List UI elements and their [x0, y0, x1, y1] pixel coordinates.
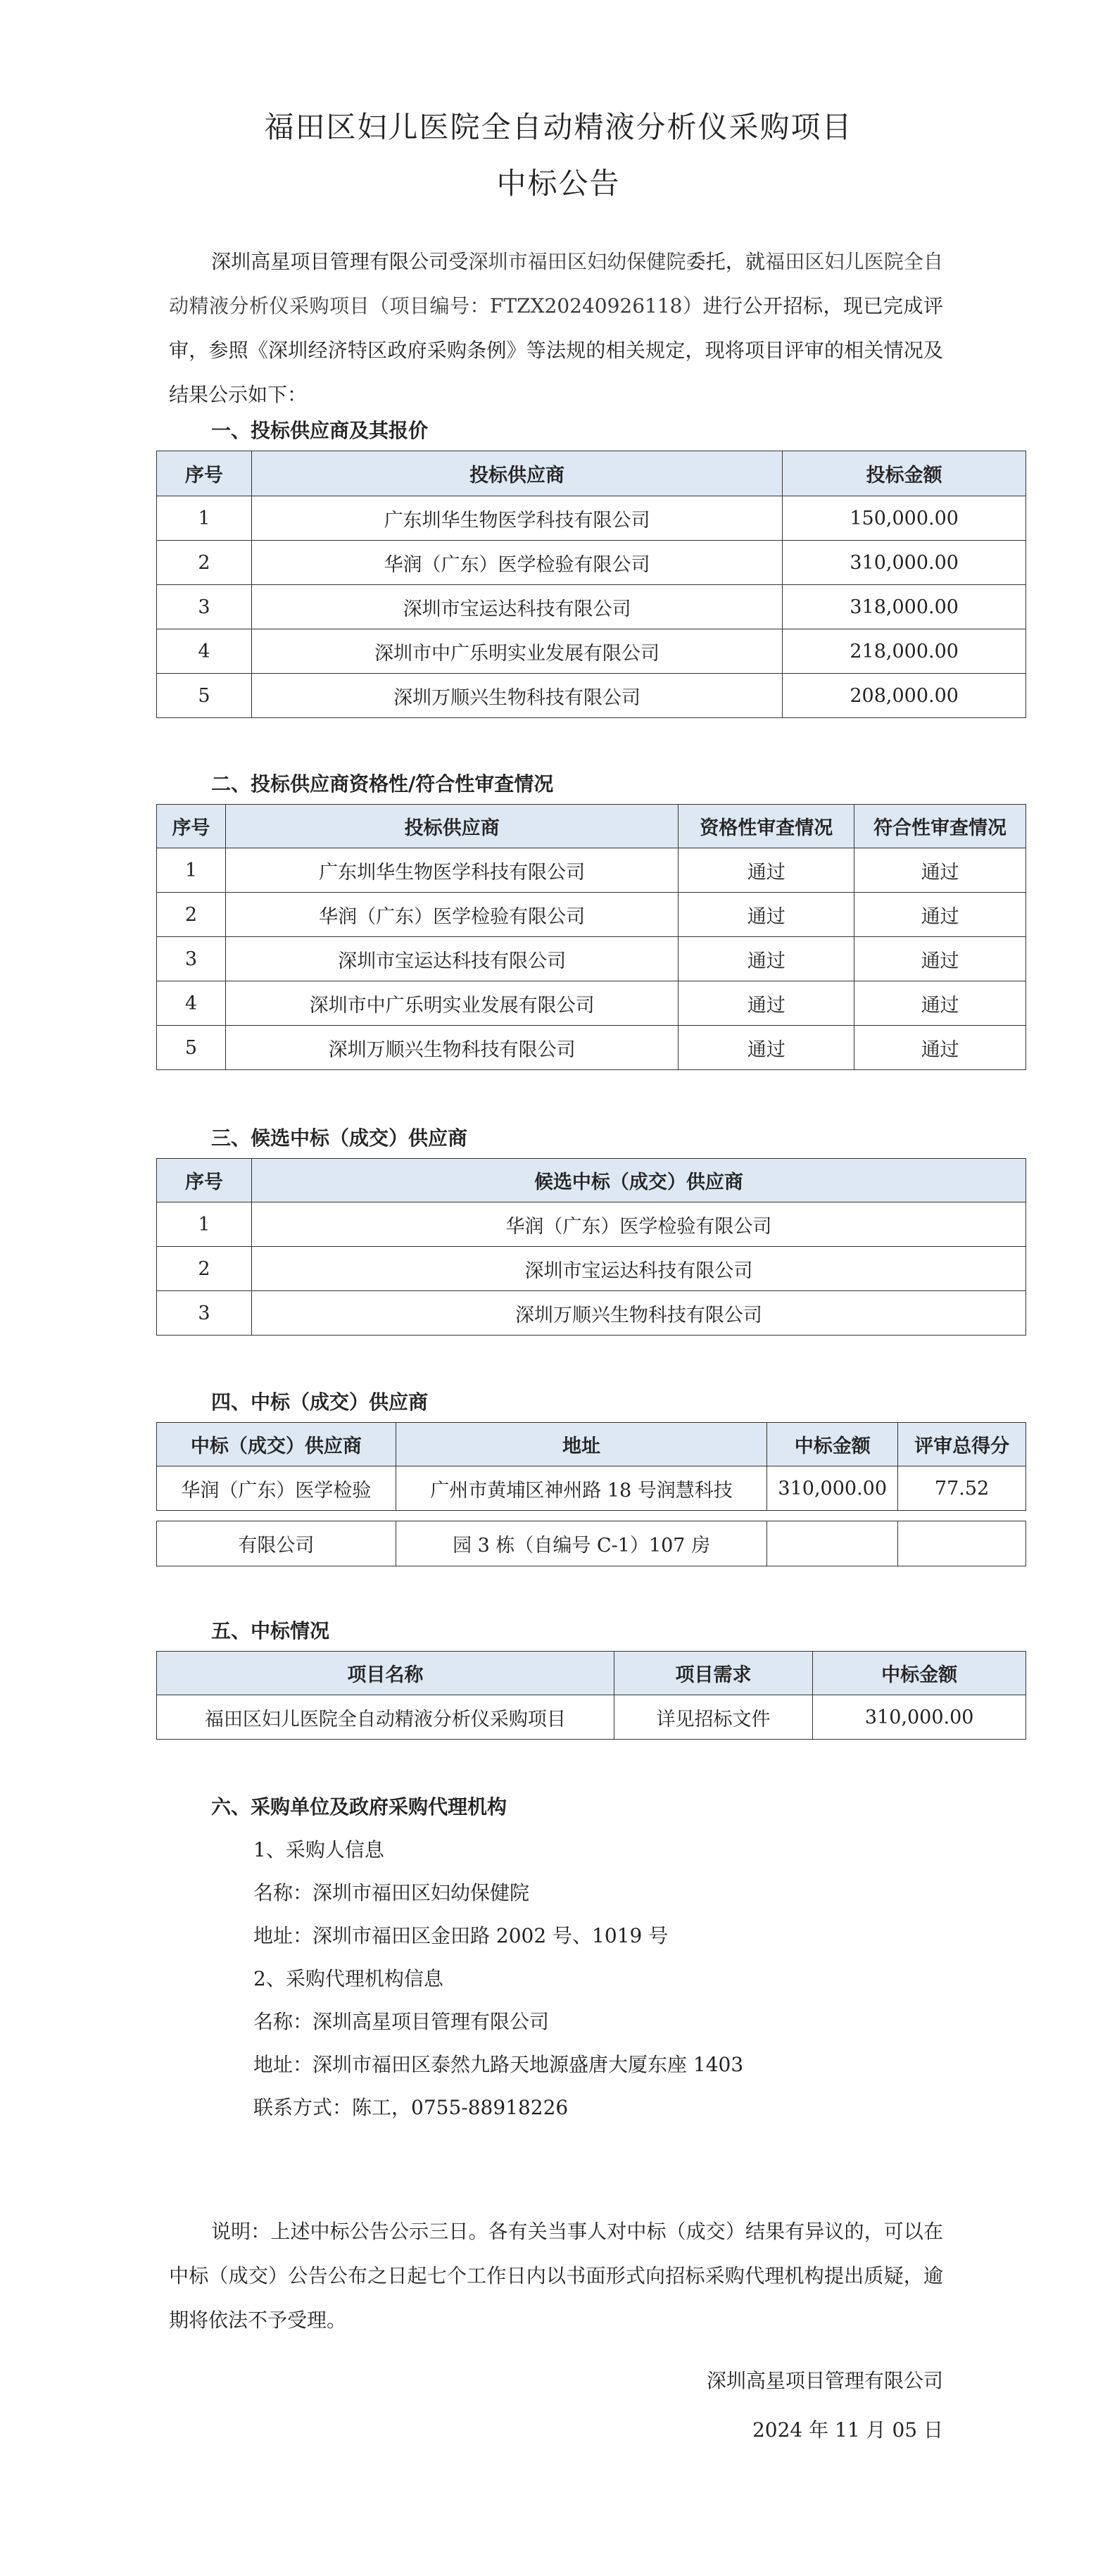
- table-row: [157, 1695, 1026, 1740]
- header-cell: 项目名称: [157, 1652, 614, 1695]
- compliance-result: 通过: [854, 1026, 1026, 1070]
- row-index: 3: [157, 1291, 252, 1336]
- supplier-name: 深圳万顺兴生物科技有限公司: [251, 674, 782, 718]
- project-requirement: 详见招标文件: [614, 1695, 813, 1740]
- winner-name: 华润（广东）医学检验: [157, 1466, 396, 1511]
- winner-name: 有限公司: [157, 1521, 396, 1566]
- table-row: [157, 1521, 1026, 1566]
- supplier-name: 深圳市宝运达科技有限公司: [251, 585, 782, 629]
- section5-heading: 五、中标情况: [211, 1619, 330, 1642]
- row-index: 1: [157, 496, 252, 541]
- bid-amount: 310,000.00: [783, 541, 1026, 585]
- table-row: [157, 1247, 1026, 1291]
- row-index: 4: [157, 629, 252, 674]
- buyer-name: 名称：深圳市福田区妇幼保健院: [253, 1881, 530, 1904]
- intro-purchaser: 深圳市福田区妇幼保健院: [468, 250, 686, 273]
- winning-amount: 310,000.00: [767, 1466, 898, 1511]
- header-cell: 中标（成交）供应商: [157, 1423, 396, 1466]
- candidate-name: 深圳万顺兴生物科技有限公司: [251, 1291, 1026, 1336]
- row-index: 5: [157, 1026, 226, 1070]
- qualification-table: [156, 804, 1026, 1070]
- supplier-name: 深圳市中广乐明实业发展有限公司: [251, 629, 782, 674]
- row-index: 1: [157, 848, 226, 893]
- header-cell: 候选中标（成交）供应商: [251, 1159, 1026, 1202]
- table-header-row: [157, 1652, 1026, 1695]
- award-table: [156, 1651, 1026, 1740]
- table-row: [157, 1202, 1026, 1247]
- table-header-row: [157, 805, 1026, 848]
- candidate-table: [156, 1158, 1026, 1336]
- table-header-row: [157, 1159, 1026, 1202]
- compliance-result: 通过: [854, 893, 1026, 937]
- section6-heading: 六、采购单位及政府采购代理机构: [211, 1795, 507, 1818]
- qualification-result: 通过: [679, 893, 854, 937]
- winning-amount: [767, 1521, 898, 1566]
- table-row: [157, 1291, 1026, 1336]
- supplier-name: 华润（广东）医学检验有限公司: [225, 893, 678, 937]
- header-cell: 中标金额: [767, 1423, 898, 1466]
- intro-text-3: 进行公开招标，现已完成评审，参照《深圳经济特区政府采购条例》等法规的相关规定，现将项目评审的相关情况及结果公示如下：: [169, 294, 943, 406]
- supplier-name: 深圳市中广乐明实业发展有限公司: [225, 981, 678, 1026]
- winner-address: 园 3 栋（自编号 C-1）107 房: [396, 1521, 767, 1566]
- agent-contact: 联系方式：陈工，0755-88918226: [253, 2096, 569, 2119]
- candidate-name: 华润（广东）医学检验有限公司: [251, 1202, 1026, 1247]
- bid-amount: 150,000.00: [783, 496, 1026, 541]
- supplier-name: 广东圳华生物医学科技有限公司: [251, 496, 782, 541]
- header-cell: 投标供应商: [225, 805, 678, 848]
- table-header-row: [157, 1423, 1026, 1466]
- table-row: [157, 585, 1026, 629]
- intro-project: 福田区妇儿医院全自动精液分析仪采购项目（项目编号：FTZX20240926118）: [169, 250, 943, 318]
- intro-text-2: 委托，就: [686, 250, 766, 273]
- bid-amount: 318,000.00: [783, 585, 1026, 629]
- total-score: 77.52: [898, 1466, 1026, 1511]
- header-cell: 序号: [157, 1159, 252, 1202]
- qualification-result: 通过: [679, 981, 854, 1026]
- header-cell: 序号: [157, 805, 226, 848]
- document-title: 福田区妇儿医院全自动精液分析仪采购项目: [264, 110, 853, 144]
- total-score: [898, 1521, 1026, 1566]
- compliance-result: 通过: [854, 981, 1026, 1026]
- agent-name: 名称：深圳高星项目管理有限公司: [253, 2010, 550, 2033]
- table-row: [157, 541, 1026, 585]
- intro-text-1: 深圳高星项目管理有限公司受: [211, 250, 469, 273]
- project-name: 福田区妇儿医院全自动精液分析仪采购项目: [157, 1695, 614, 1740]
- document-subtitle: 中标公告: [496, 166, 621, 201]
- winner-address: 广州市黄埔区神州路 18 号润慧科技: [396, 1466, 767, 1511]
- supplier-name: 华润（广东）医学检验有限公司: [251, 541, 782, 585]
- candidate-name: 深圳市宝运达科技有限公司: [251, 1247, 1026, 1291]
- row-index: 2: [157, 893, 226, 937]
- header-cell: 序号: [157, 451, 252, 496]
- buyer-address: 地址：深圳市福田区金田路 2002 号、1019 号: [253, 1924, 669, 1947]
- bid-amount: 208,000.00: [783, 674, 1026, 718]
- header-cell: 地址: [396, 1423, 767, 1466]
- section1-heading: 一、投标供应商及其报价: [211, 419, 429, 442]
- header-cell: 项目需求: [614, 1652, 813, 1695]
- supplier-name: 广东圳华生物医学科技有限公司: [225, 848, 678, 893]
- buyer-info-heading: 1、采购人信息: [253, 1838, 384, 1861]
- winner-table: [156, 1422, 1026, 1511]
- winning-amount: 310,000.00: [813, 1695, 1026, 1740]
- table-row: [157, 496, 1026, 541]
- row-index: 1: [157, 1202, 252, 1247]
- compliance-result: 通过: [854, 848, 1026, 893]
- agent-address: 地址：深圳市福田区泰然九路天地源盛唐大厦东座 1403: [253, 2053, 744, 2076]
- table-row: [157, 1026, 1026, 1070]
- table-row: [157, 629, 1026, 674]
- supplier-name: 深圳市宝运达科技有限公司: [225, 937, 678, 981]
- winner-table-continued: [156, 1521, 1026, 1566]
- row-index: 3: [157, 937, 226, 981]
- row-index: 2: [157, 541, 252, 585]
- bid-amount: 218,000.00: [783, 629, 1026, 674]
- bid-price-table: [156, 451, 1026, 718]
- header-cell: 资格性审查情况: [679, 805, 854, 848]
- section3-heading: 三、候选中标（成交）供应商: [211, 1126, 468, 1150]
- table-row: [157, 674, 1026, 718]
- row-index: 4: [157, 981, 226, 1026]
- row-index: 2: [157, 1247, 252, 1291]
- qualification-result: 通过: [679, 937, 854, 981]
- row-index: 3: [157, 585, 252, 629]
- table-row: [157, 1466, 1026, 1511]
- header-cell: 评审总得分: [898, 1423, 1026, 1466]
- agent-info-heading: 2、采购代理机构信息: [253, 1967, 443, 1990]
- compliance-result: 通过: [854, 937, 1026, 981]
- signature-date: 2024 年 11 月 05 日: [752, 2418, 943, 2442]
- qualification-result: 通过: [679, 848, 854, 893]
- section2-heading: 二、投标供应商资格性/符合性审查情况: [211, 772, 554, 796]
- table-row: [157, 893, 1026, 937]
- table-row: [157, 937, 1026, 981]
- table-row: [157, 981, 1026, 1026]
- intro-paragraph: [169, 239, 943, 417]
- supplier-name: 深圳万顺兴生物科技有限公司: [225, 1026, 678, 1070]
- section4-heading: 四、中标（成交）供应商: [211, 1390, 429, 1414]
- row-index: 5: [157, 674, 252, 718]
- table-row: [157, 848, 1026, 893]
- table-header-row: [157, 451, 1026, 496]
- signature-company: 深圳高星项目管理有限公司: [706, 2369, 943, 2392]
- header-cell: 中标金额: [813, 1652, 1026, 1695]
- header-cell: 投标金额: [783, 451, 1026, 496]
- qualification-result: 通过: [679, 1026, 854, 1070]
- notice-remark: 说明：上述中标公告公示三日。各有关当事人对中标（成交）结果有异议的，可以在中标（成交）公告公布之日起七个工作日内以书面形式向招标采购代理机构提出质疑，逾期将依法不予受理。: [169, 2220, 943, 2332]
- header-cell: 投标供应商: [251, 451, 782, 496]
- header-cell: 符合性审查情况: [854, 805, 1026, 848]
